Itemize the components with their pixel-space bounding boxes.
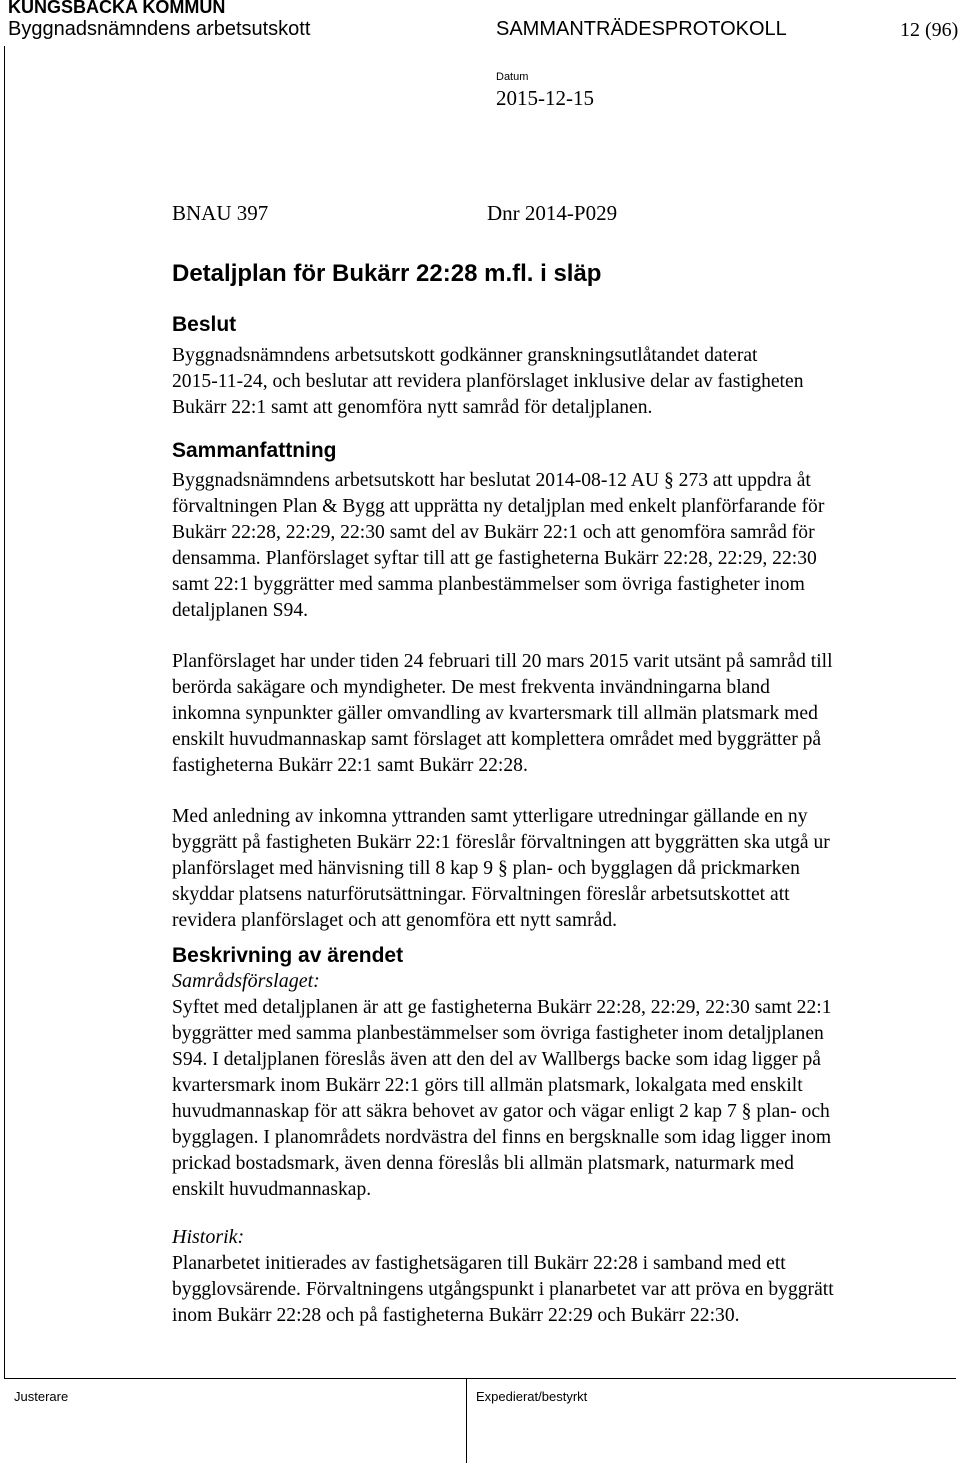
document-type: SAMMANTRÄDESPROTOKOLL xyxy=(496,18,787,40)
section-heading-beslut: Beslut xyxy=(172,313,237,336)
text-line: byggrätt på fastigheten Bukärr 22:1 föreslår förvaltningen att byggrätten ska utgå ur xyxy=(172,832,830,853)
footer-divider xyxy=(466,1378,467,1463)
subheading-samradsforslaget: Samrådsförslaget: xyxy=(172,970,320,992)
text-line: skyddar platsens naturförutsättningar. Förvaltningen föreslår arbetsutskottet att xyxy=(172,884,790,905)
date-value: 2015-12-15 xyxy=(496,86,594,110)
text-line: detaljplanen S94. xyxy=(172,600,309,621)
page-title: Detaljplan för Bukärr 22:28 m.fl. i släp xyxy=(172,260,602,287)
text-line: byggrätter med samma planbestämmelser som övriga fastigheter inom detaljplanen xyxy=(172,1023,824,1044)
text-line: enskilt huvudmannaskap samt förslaget att komplettera området med byggrätter på xyxy=(172,729,822,750)
organization-name: KUNGSBACKA KOMMUN xyxy=(8,0,226,17)
text-line: bygglovsärende. Förvaltningens utgångspunkt i planarbetet var att pröva en byggrätt xyxy=(172,1279,834,1300)
text-line: fastigheterna Bukärr 22:1 samt Bukärr 22:28. xyxy=(172,755,528,776)
case-id: BNAU 397 xyxy=(172,201,269,225)
text-line: Syftet med detaljplanen är att ge fastigheterna Bukärr 22:28, 22:29, 22:30 samt 22:1 xyxy=(172,997,832,1018)
text-line: Planförslaget har under tiden 24 februari till 20 mars 2015 varit utsänt på samråd till xyxy=(172,651,833,672)
sammanfattning-paragraph-3 xyxy=(172,804,932,934)
committee-name: Byggnadsnämndens arbetsutskott xyxy=(8,18,311,40)
text-line: enskilt huvudmannaskap. xyxy=(172,1179,372,1200)
left-margin-rule xyxy=(4,46,5,1378)
section-heading-sammanfattning: Sammanfattning xyxy=(172,439,337,462)
text-line: bygglagen. I planområdets nordvästra del finns en bergsknalle som idag ligger inom xyxy=(172,1127,832,1148)
section-heading-beskrivning: Beskrivning av ärendet xyxy=(172,944,404,967)
text-line: Byggnadsnämndens arbetsutskott har beslutat 2014-08-12 AU § 273 att uppdra åt xyxy=(172,470,811,491)
text-line: Bukärr 22:28, 22:29, 22:30 samt del av Bukärr 22:1 och att genomföra samråd för xyxy=(172,522,815,543)
samradsforslaget-paragraph xyxy=(172,995,932,1203)
text-line: berörda sakägare och myndigheter. De mest frekventa invändningarna bland xyxy=(172,677,770,698)
text-line: inkomna synpunkter gäller omvandling av kvartersmark till allmän platsmark med xyxy=(172,703,818,724)
footer-justerare-label: Justerare xyxy=(14,1389,69,1404)
sammanfattning-paragraph-2 xyxy=(172,649,932,779)
text-line: revidera planförslaget och att genomföra ett nytt samråd. xyxy=(172,910,618,931)
beslut-paragraph xyxy=(172,343,932,421)
subheading-historik: Historik: xyxy=(172,1226,245,1248)
text-line: densamma. Planförslaget syftar till att ge fastigheterna Bukärr 22:28, 22:29, 22:30 xyxy=(172,548,817,569)
page-number: 12 (96) xyxy=(900,19,959,41)
text-line: S94. I detaljplanen föreslås även att den del av Wallbergs backe som idag ligger på xyxy=(172,1049,821,1070)
text-line: Planarbetet initierades av fastighetsägaren till Bukärr 22:28 i samband med ett xyxy=(172,1253,786,1274)
footer-rule xyxy=(4,1378,956,1379)
text-line: Bukärr 22:1 samt att genomföra nytt samråd för detaljplanen. xyxy=(172,397,653,418)
footer-expedierat-label: Expedierat/bestyrkt xyxy=(476,1389,588,1404)
text-line: planförslaget med hänvisning till 8 kap 9 § plan- och bygglagen då prickmarken xyxy=(172,858,800,879)
text-line: kvartersmark inom Bukärr 22:1 görs till allmän platsmark, lokalgata med enskilt xyxy=(172,1075,803,1096)
historik-paragraph xyxy=(172,1251,932,1329)
date-label: Datum xyxy=(496,71,529,83)
text-line: Byggnadsnämndens arbetsutskott godkänner granskningsutlåtandet daterat xyxy=(172,345,758,366)
text-line: Med anledning av inkomna yttranden samt ytterligare utredningar gällande en ny xyxy=(172,806,808,827)
text-line: förvaltningen Plan & Bygg att upprätta ny detaljplan med enkelt planförfarande för xyxy=(172,496,825,517)
text-line: prickad bostadsmark, även denna föreslås bli allmän platsmark, naturmark med xyxy=(172,1153,794,1174)
case-dnr: Dnr 2014-P029 xyxy=(487,201,618,225)
text-line: 2015-11-24, och beslutar att revidera planförslaget inklusive delar av fastigheten xyxy=(172,371,804,392)
text-line: samt 22:1 byggrätter med samma planbestämmelser som övriga fastigheter inom xyxy=(172,574,805,595)
text-line: inom Bukärr 22:28 och på fastigheterna Bukärr 22:29 och Bukärr 22:30. xyxy=(172,1305,740,1326)
sammanfattning-paragraph-1 xyxy=(172,468,932,624)
text-line: huvudmannaskap för att säkra behovet av gator och vägar enligt 2 kap 7 § plan- och xyxy=(172,1101,830,1122)
